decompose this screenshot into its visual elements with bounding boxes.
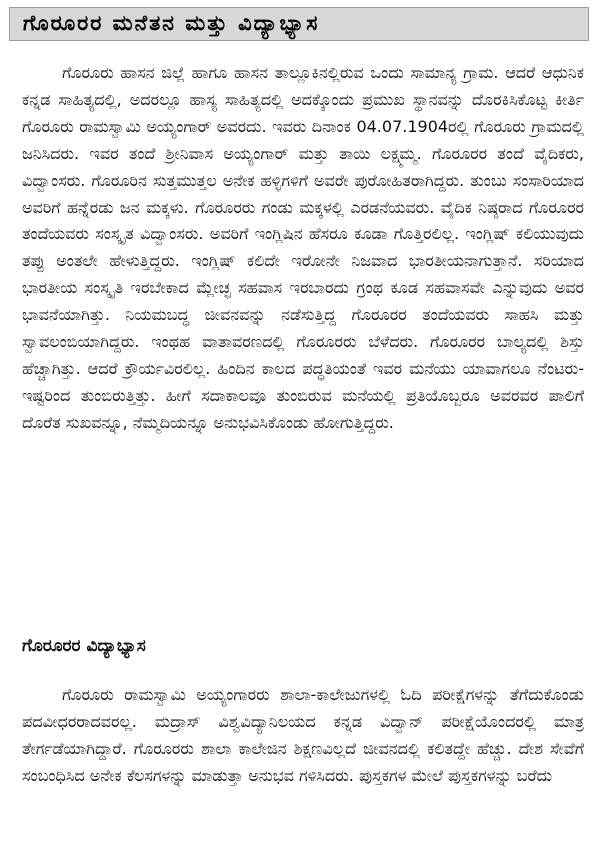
section-heading-education: ಗೊರೂರರ ವಿದ್ಯಾಭ್ಯಾಸ xyxy=(22,636,146,656)
body-paragraph-education: ಗೊರೂರು ರಾಮಸ್ವಾಮಿ ಅಯ್ಯಂಗಾರರು ಶಾಲಾ-ಕಾಲೇಜುಗಳಲ್ಲಿ ಓದಿ ಪರೀಕ್ಷೆಗಳನ್ನು ತೆಗೆದುಕೊಂಡು ಪದವೀಧರರಾದವರಲ್ಲ. ಮದ್ರಾಸ್ ವಿಶ್ವವಿದ್ಯಾನಿಲಯದ ಕನ್ನಡ ವಿದ್ವಾನ್ ಪರೀಕ್ಷೆಯೊಂದರಲ್ಲಿ ಮಾತ್ರ ತೇರ್ಗಡೆಯಾಗಿದ್ದಾರೆ. ಗೊರೂರರು ಶಾಲಾ ಕಾಲೇಜಿನ ಶಿಕ್ಷಣವಿಲ್ಲದೆ ಜೀವನದಲ್ಲಿ ಕಲಿತದ್ದೇ ಹೆಚ್ಚು. ದೇಶ ಸೇವೆಗೆ ಸಂಬಂಧಿಸಿದ ಅನೇಕ ಕೆಲಸಗಳನ್ನು ಮಾಡುತ್ತಾ ಅನುಭವ ಗಳಿಸಿದರು. ಪುಸ್ತಕಗಳ ಮೇಲೆ ಪುಸ್ತಕಗಳನ್ನು ಬರೆದು xyxy=(22,685,584,785)
body-paragraph-family: ಗೊರೂರು ಹಾಸನ ಜಿಲ್ಲೆ ಹಾಗೂ ಹಾಸನ ತಾಲ್ಲೂಕಿನಲ್ಲಿರುವ ಒಂದು ಸಾಮಾನ್ಯ ಗ್ರಾಮ. ಆದರೆ ಆಧುನಿಕ ಕನ್ನಡ ಸಾಹಿತ್ಯದಲ್ಲಿ, ಅದರಲ್ಲೂ ಹಾಸ್ಯ ಸಾಹಿತ್ಯದಲ್ಲಿ ಅದಕ್ಕೊಂದು ಪ್ರಮುಖ ಸ್ಥಾನವನ್ನು ದೊರಕಿಸಿಕೊಟ್ಟ ಕೀರ್ತಿ ಗೊರೂರು ರಾಮಸ್ವಾಮಿ ಅಯ್ಯಂಗಾರ್ ಅವರದು. ಇವರು ದಿನಾಂಕ 04.07.1904ರಲ್ಲಿ ಗೊರೂರು ಗ್ರಾಮದಲ್ಲಿ ಜನಿಸಿದರು. ಇವರ ತಂದೆ ಶ್ರೀನಿವಾಸ ಅಯ್ಯಂಗಾರ್ ಮತ್ತು ತಾಯಿ ಲಕ್ಷ್ಮಮ್ಮ. ಗೊರೂರರ ತಂದೆ ವೈದಿಕರು, ವಿದ್ವಾಂಸರು. ಗೊರೂರಿನ ಸುತ್ತಮುತ್ತಲ ಅನೇಕ ಹಳ್ಳಿಗಳಿಗೆ ಅವರೇ ಪುರೋಹಿತರಾಗಿದ್ದರು. ತುಂಬು ಸಂಸಾರಿಯಾದ ಅವರಿಗೆ ಹನ್ನೆರಡು ಜನ ಮಕ್ಕಳು. ಗೊರೂರರು ಗಂಡು ಮಕ್ಕಳಲ್ಲಿ ಎರಡನೆಯವರು. ವೈದಿಕ ನಿಷ್ಠರಾದ ಗೊರೂರರ ತಂದೆಯವರು ಸಂಸ್ಕೃತ ವಿದ್ವಾಂಸರು. ಅವರಿಗೆ ಇಂಗ್ಲಿಷಿನ ಹೆಸರೂ ಕೂಡಾ ಗೊತ್ತಿರಲಿಲ್ಲ. ಇಂಗ್ಲಿಷ್ ಕಲಿಯುವುದು ತಪ್ಪು ಅಂತಲೇ ಹೇಳುತ್ತಿದ್ದರು. ಇಂಗ್ಲಿಷ್ ಕಲಿದೇ ಇರೋನೇ ನಿಜವಾದ ಭಾರತೀಯನಾಗುತ್ತಾನೆ. ಸರಿಯಾದ ಭಾರತೀಯ ಸಂಸ್ಕೃತಿ ಇರಬೇಕಾದ ಮ್ಲೇಚ್ಛ ಸಹವಾಸ ಇರಬಾರದು ಗ್ರಂಥ ಕೂಡ ಸಹವಾಸವೇ ಎನ್ನುವುದು ಅವರ ಭಾವನೆಯಾಗಿತ್ತು. ನಿಯಮಬದ್ಧ ಜೀವನವನ್ನು ನಡೆಸುತ್ತಿದ್ದ ಗೊರೂರರ ತಂದೆಯವರು ಸಾಹಸಿ ಮತ್ತು ಸ್ವಾವಲಂಬಿಯಾಗಿದ್ದರು. ಇಂಥಹ ವಾತಾವರಣದಲ್ಲಿ ಗೊರೂರರು ಬೆಳೆದರು. ಗೊರೂರರ ಬಾಲ್ಯದಲ್ಲಿ ಶಿಸ್ತು ಹೆಚ್ಚಾಗಿತ್ತು. ಆದರೆ ಕ್ರೌರ್ಯವಿರಲಿಲ್ಲ. ಹಿಂದಿನ ಕಾಲದ ಪದ್ಧತಿಯಂತೆ ಇವರ ಮನೆಯು ಯಾವಾಗಲೂ ನೆಂಟರು-ಇಷ್ಟರಿಂದ ತುಂಬಿರುತ್ತಿತ್ತು. ಹೀಗೆ ಸದಾಕಾಲವೂ ತುಂಬಿರುವ ಮನೆಯಲ್ಲಿ ಪ್ರತಿಯೊಬ್ಬರೂ ಅವರವರ ಪಾಲಿಗೆ ದೊರೆತ ಸುಖವನ್ನೂ, ನೆಮ್ಮದಿಯನ್ನೂ ಅನುಭವಿಸಿಕೊಂಡು ಹೋಗುತ್ತಿದ್ದರು. xyxy=(22,63,584,432)
page-title: ಗೊರೂರರ ಮನೆತನ ಮತ್ತು ವಿದ್ಯಾಭ್ಯಾಸ xyxy=(23,11,320,35)
title-banner xyxy=(9,7,589,41)
